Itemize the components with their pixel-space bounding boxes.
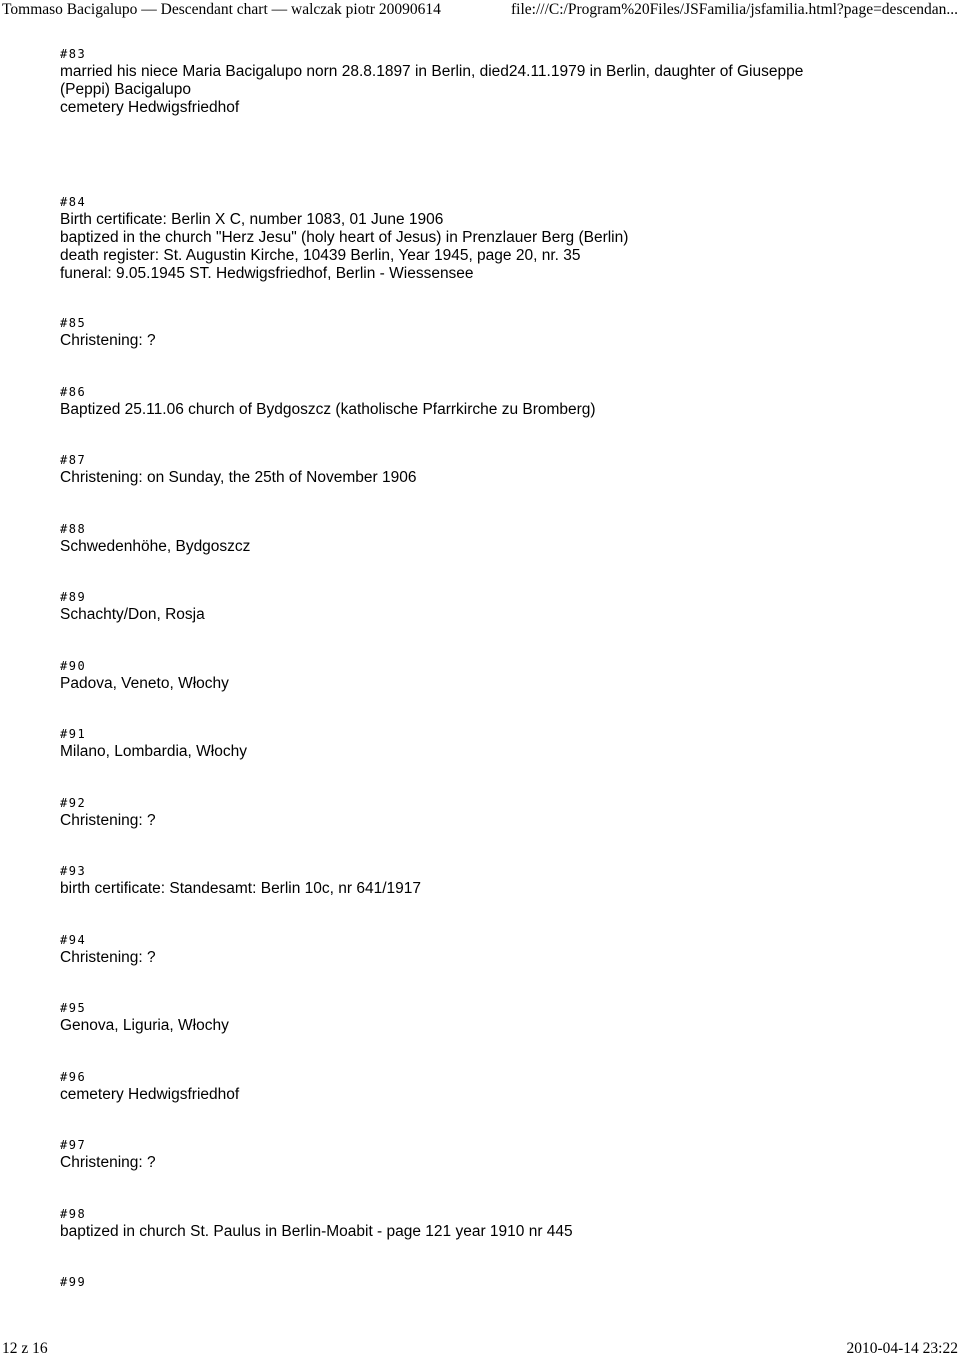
note-number: #96 — [60, 1070, 87, 1084]
note-line: Baptized 25.11.06 church of Bydgoszcz (katholische Pfarrkirche zu Bromberg) — [60, 401, 596, 418]
note-89 — [60, 590, 940, 624]
note-83 — [60, 47, 940, 117]
note-line: Genova, Liguria, Włochy — [60, 1017, 229, 1034]
note-number: #90 — [60, 659, 87, 673]
note-line: cemetery Hedwigsfriedhof — [60, 99, 240, 116]
note-number: #89 — [60, 590, 87, 604]
print-header — [0, 0, 960, 20]
note-line: Schwedenhöhe, Bydgoszcz — [60, 538, 251, 555]
note-line: Christening: ? — [60, 812, 156, 829]
note-line: Schachty/Don, Rosja — [60, 606, 205, 623]
note-line: Christening: ? — [60, 332, 156, 349]
note-number: #84 — [60, 195, 87, 209]
note-94 — [60, 933, 940, 967]
note-85 — [60, 316, 940, 350]
note-number: #99 — [60, 1275, 87, 1289]
print-header-title: Tommaso Bacigalupo — Descendant chart — walczak piotr 20090614 — [2, 1, 441, 18]
note-number: #97 — [60, 1138, 87, 1152]
note-number: #95 — [60, 1001, 87, 1015]
note-92 — [60, 796, 940, 830]
note-line: death register: St. Augustin Kirche, 10439 Berlin, Year 1945, page 20, nr. 35 — [60, 247, 581, 264]
note-number: #94 — [60, 933, 87, 947]
note-number: #92 — [60, 796, 87, 810]
print-footer — [0, 1340, 960, 1357]
note-number: #93 — [60, 864, 87, 878]
note-95 — [60, 1001, 940, 1035]
note-line: cemetery Hedwigsfriedhof — [60, 1086, 240, 1103]
note-line: Christening: ? — [60, 949, 156, 966]
note-line: Birth certificate: Berlin X C, number 1083, 01 June 1906 — [60, 211, 444, 228]
print-timestamp: 2010-04-14 23:22 — [846, 1340, 958, 1357]
note-line: (Peppi) Bacigalupo — [60, 81, 191, 98]
print-header-url: file:///C:/Program%20Files/JSFamilia/jsfamilia.html?page=descendan... — [511, 1, 958, 18]
note-96 — [60, 1070, 940, 1104]
note-number: #83 — [60, 47, 87, 61]
note-87 — [60, 453, 940, 487]
note-number: #86 — [60, 385, 87, 399]
note-93 — [60, 864, 940, 898]
note-number: #85 — [60, 316, 87, 330]
note-line: Milano, Lombardia, Włochy — [60, 743, 247, 760]
note-number: #91 — [60, 727, 87, 741]
note-line: married his niece Maria Bacigalupo norn 28.8.1897 in Berlin, died24.11.1979 in Berlin, daughter of Giuseppe — [60, 63, 804, 80]
note-88 — [60, 522, 940, 556]
note-90 — [60, 659, 940, 693]
page-counter: 12 z 16 — [2, 1340, 48, 1357]
note-number: #87 — [60, 453, 87, 467]
note-line: Christening: ? — [60, 1154, 156, 1171]
note-line: Christening: on Sunday, the 25th of November 1906 — [60, 469, 417, 486]
note-line: baptized in the church "Herz Jesu" (holy heart of Jesus) in Prenzlauer Berg (Berlin) — [60, 229, 629, 246]
note-line: baptized in church St. Paulus in Berlin-Moabit - page 121 year 1910 nr 445 — [60, 1223, 573, 1240]
note-number: #88 — [60, 522, 87, 536]
note-line: Padova, Veneto, Włochy — [60, 675, 229, 692]
note-86 — [60, 385, 940, 419]
note-91 — [60, 727, 940, 761]
note-line: funeral: 9.05.1945 ST. Hedwigsfriedhof, Berlin - Wiessensee — [60, 265, 474, 282]
note-number: #98 — [60, 1207, 87, 1221]
note-line: birth certificate: Standesamt: Berlin 10c, nr 641/1917 — [60, 880, 422, 897]
note-99 — [60, 1275, 940, 1291]
note-97 — [60, 1138, 940, 1172]
note-98 — [60, 1207, 940, 1241]
note-84 — [60, 195, 940, 283]
